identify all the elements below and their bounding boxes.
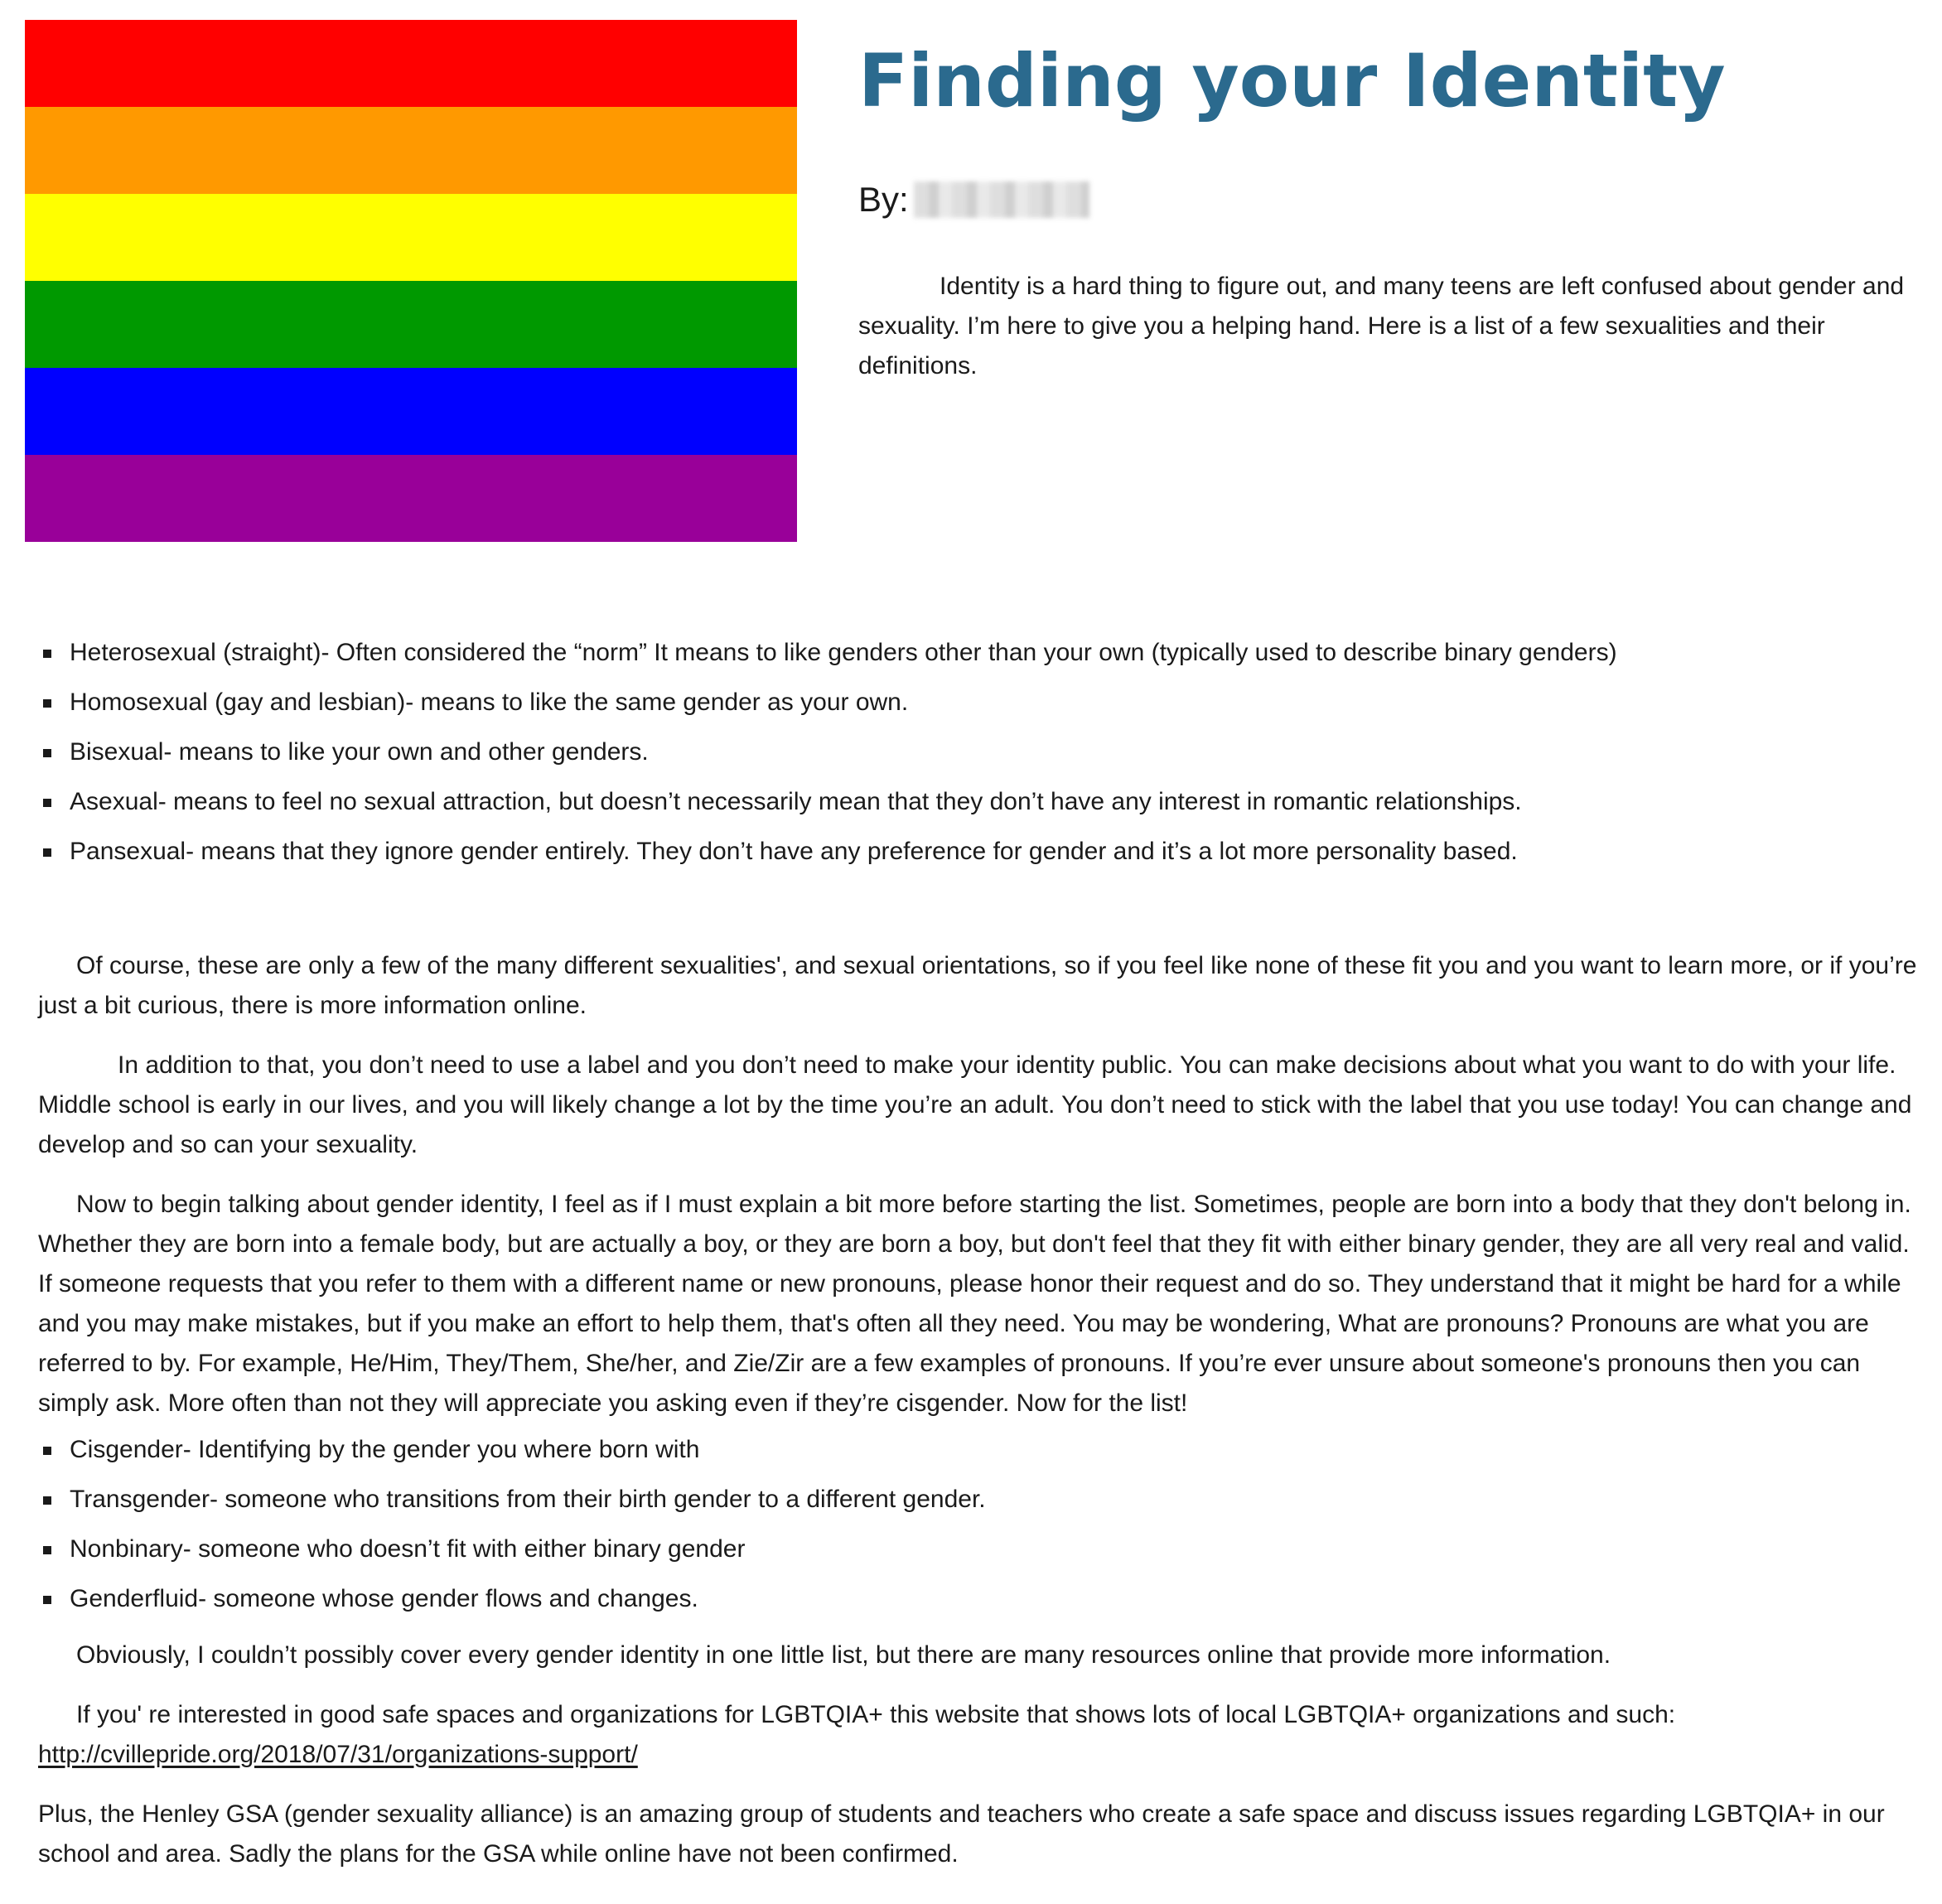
- bullet-square-icon: [43, 1496, 51, 1505]
- bullet-square-icon: [43, 799, 51, 807]
- paragraph-in-addition: In addition to that, you don’t need to use a label and you don’t need to make your identity public. You can make decisions about what you want to do with your life. Middle school is early in our lives, and you will likely change a lot by the time you’re an adult. You don’t need to stick with the label that you use today! You can change and develop and so can your sexuality.: [38, 1051, 1912, 1158]
- list-item: Genderfluid- someone whose gender flows and changes.: [36, 1579, 1929, 1619]
- article-body: [38, 633, 1929, 1894]
- bullet-square-icon: [43, 1447, 51, 1455]
- list-item: Bisexual- means to like your own and other genders.: [36, 732, 1929, 772]
- by-label: By:: [858, 180, 909, 219]
- byline: [858, 179, 1089, 220]
- paragraph-of-course: Of course, these are only a few of the many different sexualities', and sexual orientations, so if you feel like none of these fit you and you want to learn more, or if you’re just a bit curious, there is more information online.: [38, 952, 1917, 1019]
- bullet-square-icon: [43, 650, 51, 658]
- sexualities-list: [38, 633, 1929, 872]
- bullet-square-icon: [43, 1596, 51, 1604]
- paragraph-gender-intro: Now to begin talking about gender identity, I feel as if I must explain a bit more before starting the list. Sometimes, people are born into a body that they don't belong in. Whether they are born into a female body, but are actually a boy, or they are born a boy, but don't feel that they fit with either binary gender, they are all very real and valid. If someone requests that you refer to them with a different name or new pronouns, please honor their request and do so. They understand that it might be hard for a while and you may make mistakes, but if you make an effort to help them, that's often all they need. You may be wondering, What are pronouns? Pronouns are what you are referred to by. For example, He/Him, They/Them, She/her, and Zie/Zir are a few examples of pronouns. If you’re ever unsure about someone's pronouns then you can simply ask. More often than not they will appreciate you asking even if they’re cisgender. Now for the list!: [38, 1191, 1911, 1417]
- list-item: Pansexual- means that they ignore gender entirely. They don’t have any preference for gender and it’s a lot more personality based.: [36, 832, 1929, 872]
- list-item: Cisgender- Identifying by the gender you where born with: [36, 1430, 1929, 1470]
- flag-stripe-blue: [25, 368, 797, 455]
- flag-stripe-orange: [25, 107, 797, 194]
- flag-stripe-red: [25, 20, 797, 107]
- bullet-square-icon: [43, 848, 51, 857]
- intro-paragraph: Identity is a hard thing to figure out, and many teens are left confused about gender and sexuality. I’m here to give you a helping hand. Here is a list of a few sexualities and their definitions.: [858, 273, 1905, 379]
- list-item: Asexual- means to feel no sexual attraction, but doesn’t necessarily mean that they don’t have any interest in romantic relationships.: [36, 782, 1929, 822]
- list-item: Heterosexual (straight)- Often considered the “norm” It means to like genders other than your own (typically used to describe binary genders): [36, 633, 1929, 673]
- bullet-square-icon: [43, 749, 51, 757]
- paragraph-resources: If you' re interested in good safe spaces and organizations for LGBTQIA+ this website that shows lots of local LGBTQIA+ organizations and such: http://cvillepride.org/2018/07/31/organizations-support/: [38, 1701, 1676, 1768]
- paragraph-gsa: Plus, the Henley GSA (gender sexuality alliance) is an amazing group of students and teachers who create a safe space and discuss issues regarding LGBTQIA+ in our school and area. Sadly the plans for the GSA while online have not been confirmed.: [38, 1800, 1885, 1868]
- gender-identities-list: [38, 1430, 1929, 1619]
- bullet-square-icon: [43, 699, 51, 708]
- flag-stripe-purple: [25, 455, 797, 542]
- rainbow-flag-image: [25, 20, 797, 542]
- paragraph-obviously: Obviously, I couldn’t possibly cover every gender identity in one little list, but there are many resources online that provide more information.: [76, 1641, 1611, 1669]
- flag-stripe-yellow: [25, 194, 797, 281]
- cvillepride-link[interactable]: http://cvillepride.org/2018/07/31/organizations-support/: [38, 1741, 638, 1768]
- list-item: Transgender- someone who transitions from their birth gender to a different gender.: [36, 1480, 1929, 1520]
- page-title: Finding your Identity: [858, 38, 1726, 123]
- flag-stripe-green: [25, 281, 797, 368]
- bullet-square-icon: [43, 1546, 51, 1554]
- list-item: Nonbinary- someone who doesn’t fit with either binary gender: [36, 1529, 1929, 1569]
- author-name-redacted: [914, 181, 1089, 218]
- list-item: Homosexual (gay and lesbian)- means to like the same gender as your own.: [36, 683, 1929, 722]
